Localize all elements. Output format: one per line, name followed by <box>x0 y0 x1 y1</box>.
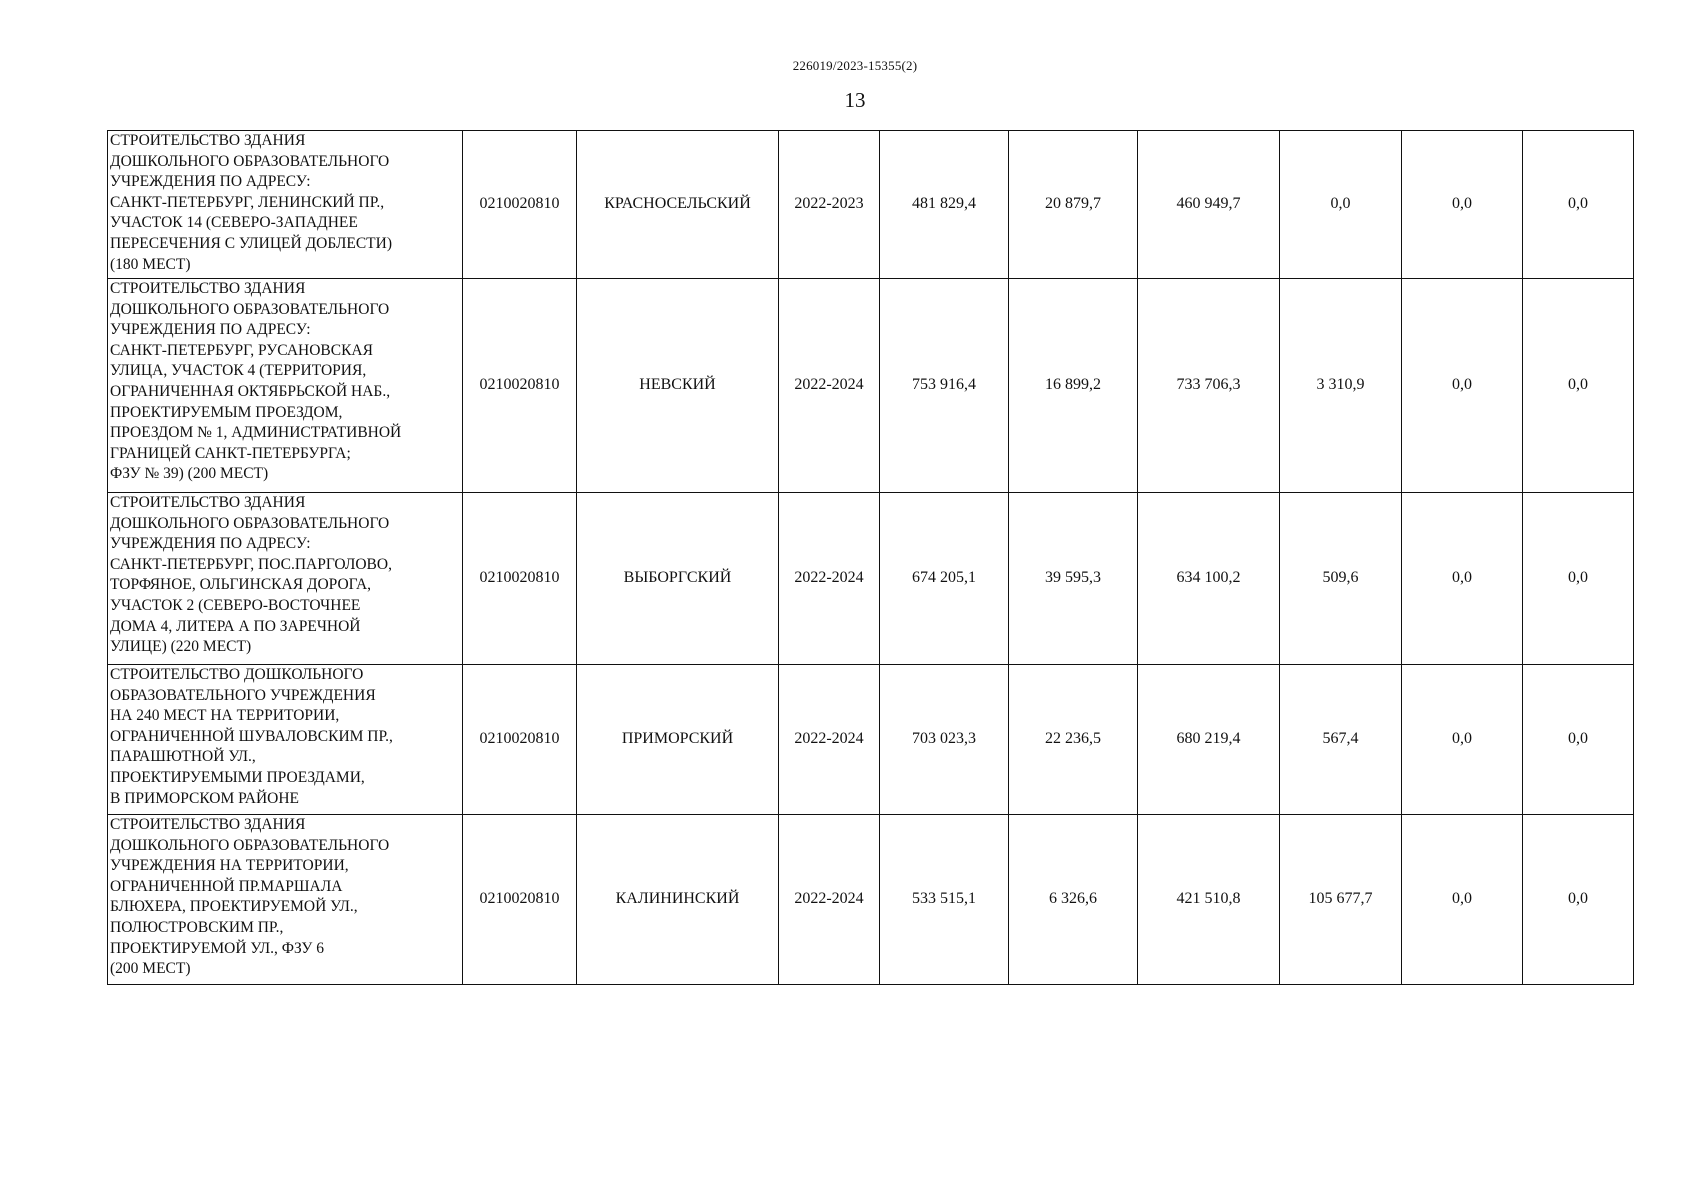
district-cell: КАЛИНИНСКИЙ <box>577 815 779 985</box>
value-cell-2: 680 219,4 <box>1138 665 1280 815</box>
table-row <box>108 815 1634 985</box>
value-cell-1: 20 879,7 <box>1009 131 1138 279</box>
total-cost-cell: 703 023,3 <box>880 665 1009 815</box>
total-cost-cell: 533 515,1 <box>880 815 1009 985</box>
total-cost-cell: 753 916,4 <box>880 279 1009 493</box>
value-cell-4: 0,0 <box>1402 665 1523 815</box>
value-cell-4: 0,0 <box>1402 493 1523 665</box>
object-name-cell: СТРОИТЕЛЬСТВО ЗДАНИЯ ДОШКОЛЬНОГО ОБРАЗОВАТЕЛЬНОГО УЧРЕЖДЕНИЯ ПО АДРЕСУ: САНКТ-ПЕТЕРБУРГ, ПОС.ПАРГОЛОВО, ТОРФЯНОЕ, ОЛЬГИНСКАЯ ДОРОГА, УЧАСТОК 2 (СЕВЕРО-ВОСТОЧНЕЕ ДОМА 4, ЛИТЕРА А ПО ЗАРЕЧНОЙ УЛИЦЕ) (220 МЕСТ) <box>108 493 463 665</box>
code-cell: 0210020810 <box>463 131 577 279</box>
object-name-cell: СТРОИТЕЛЬСТВО ЗДАНИЯ ДОШКОЛЬНОГО ОБРАЗОВАТЕЛЬНОГО УЧРЕЖДЕНИЯ ПО АДРЕСУ: САНКТ-ПЕТЕРБУРГ, РУСАНОВСКАЯ УЛИЦА, УЧАСТОК 4 (ТЕРРИТОРИЯ, ОГРАНИЧЕННАЯ ОКТЯБРЬСКОЙ НАБ., ПРОЕКТИРУЕМЫМ ПРОЕЗДОМ, ПРОЕЗДОМ № 1, АДМИНИСТРАТИВНОЙ ГРАНИЦЕЙ САНКТ-ПЕТЕРБУРГА; ФЗУ № 39) (200 МЕСТ) <box>108 279 463 493</box>
period-cell: 2022-2024 <box>779 279 880 493</box>
period-cell: 2022-2023 <box>779 131 880 279</box>
value-cell-5: 0,0 <box>1523 665 1634 815</box>
value-cell-3: 3 310,9 <box>1280 279 1402 493</box>
table-row <box>108 131 1634 279</box>
value-cell-5: 0,0 <box>1523 493 1634 665</box>
value-cell-2: 733 706,3 <box>1138 279 1280 493</box>
object-name-cell: СТРОИТЕЛЬСТВО ЗДАНИЯ ДОШКОЛЬНОГО ОБРАЗОВАТЕЛЬНОГО УЧРЕЖДЕНИЯ НА ТЕРРИТОРИИ, ОГРАНИЧЕННОЙ ПР.МАРШАЛА БЛЮХЕРА, ПРОЕКТИРУЕМОЙ УЛ., ПОЛЮСТРОВСКИМ ПР., ПРОЕКТИРУЕМОЙ УЛ., ФЗУ 6 (200 МЕСТ) <box>108 815 463 985</box>
value-cell-1: 22 236,5 <box>1009 665 1138 815</box>
district-cell: КРАСНОСЕЛЬСКИЙ <box>577 131 779 279</box>
value-cell-5: 0,0 <box>1523 131 1634 279</box>
value-cell-5: 0,0 <box>1523 279 1634 493</box>
period-cell: 2022-2024 <box>779 665 880 815</box>
table-row <box>108 665 1634 815</box>
period-cell: 2022-2024 <box>779 493 880 665</box>
district-cell: ВЫБОРГСКИЙ <box>577 493 779 665</box>
total-cost-cell: 481 829,4 <box>880 131 1009 279</box>
value-cell-4: 0,0 <box>1402 815 1523 985</box>
code-cell: 0210020810 <box>463 815 577 985</box>
value-cell-3: 567,4 <box>1280 665 1402 815</box>
value-cell-3: 0,0 <box>1280 131 1402 279</box>
document-id: 226019/2023-15355(2) <box>792 58 918 73</box>
value-cell-4: 0,0 <box>1402 131 1523 279</box>
object-name-cell: СТРОИТЕЛЬСТВО ЗДАНИЯ ДОШКОЛЬНОГО ОБРАЗОВАТЕЛЬНОГО УЧРЕЖДЕНИЯ ПО АДРЕСУ: САНКТ-ПЕТЕРБУРГ, ЛЕНИНСКИЙ ПР., УЧАСТОК 14 (СЕВЕРО-ЗАПАДНЕЕ ПЕРЕСЕЧЕНИЯ С УЛИЦЕЙ ДОБЛЕСТИ) (180 МЕСТ) <box>108 131 463 279</box>
value-cell-4: 0,0 <box>1402 279 1523 493</box>
table-row <box>108 279 1634 493</box>
value-cell-3: 509,6 <box>1280 493 1402 665</box>
value-cell-2: 460 949,7 <box>1138 131 1280 279</box>
table-row <box>108 493 1634 665</box>
value-cell-1: 39 595,3 <box>1009 493 1138 665</box>
total-cost-cell: 674 205,1 <box>880 493 1009 665</box>
period-cell: 2022-2024 <box>779 815 880 985</box>
code-cell: 0210020810 <box>463 493 577 665</box>
code-cell: 0210020810 <box>463 279 577 493</box>
value-cell-1: 6 326,6 <box>1009 815 1138 985</box>
page-number: 13 <box>844 88 866 112</box>
district-cell: ПРИМОРСКИЙ <box>577 665 779 815</box>
value-cell-1: 16 899,2 <box>1009 279 1138 493</box>
object-name-cell: СТРОИТЕЛЬСТВО ДОШКОЛЬНОГО ОБРАЗОВАТЕЛЬНОГО УЧРЕЖДЕНИЯ НА 240 МЕСТ НА ТЕРРИТОРИИ, ОГРАНИЧЕННОЙ ШУВАЛОВСКИМ ПР., ПАРАШЮТНОЙ УЛ., ПРОЕКТИРУЕМЫМИ ПРОЕЗДАМИ, В ПРИМОРСКОМ РАЙОНЕ <box>108 665 463 815</box>
value-cell-3: 105 677,7 <box>1280 815 1402 985</box>
value-cell-2: 421 510,8 <box>1138 815 1280 985</box>
value-cell-2: 634 100,2 <box>1138 493 1280 665</box>
code-cell: 0210020810 <box>463 665 577 815</box>
budget-table <box>107 130 1634 985</box>
district-cell: НЕВСКИЙ <box>577 279 779 493</box>
value-cell-5: 0,0 <box>1523 815 1634 985</box>
